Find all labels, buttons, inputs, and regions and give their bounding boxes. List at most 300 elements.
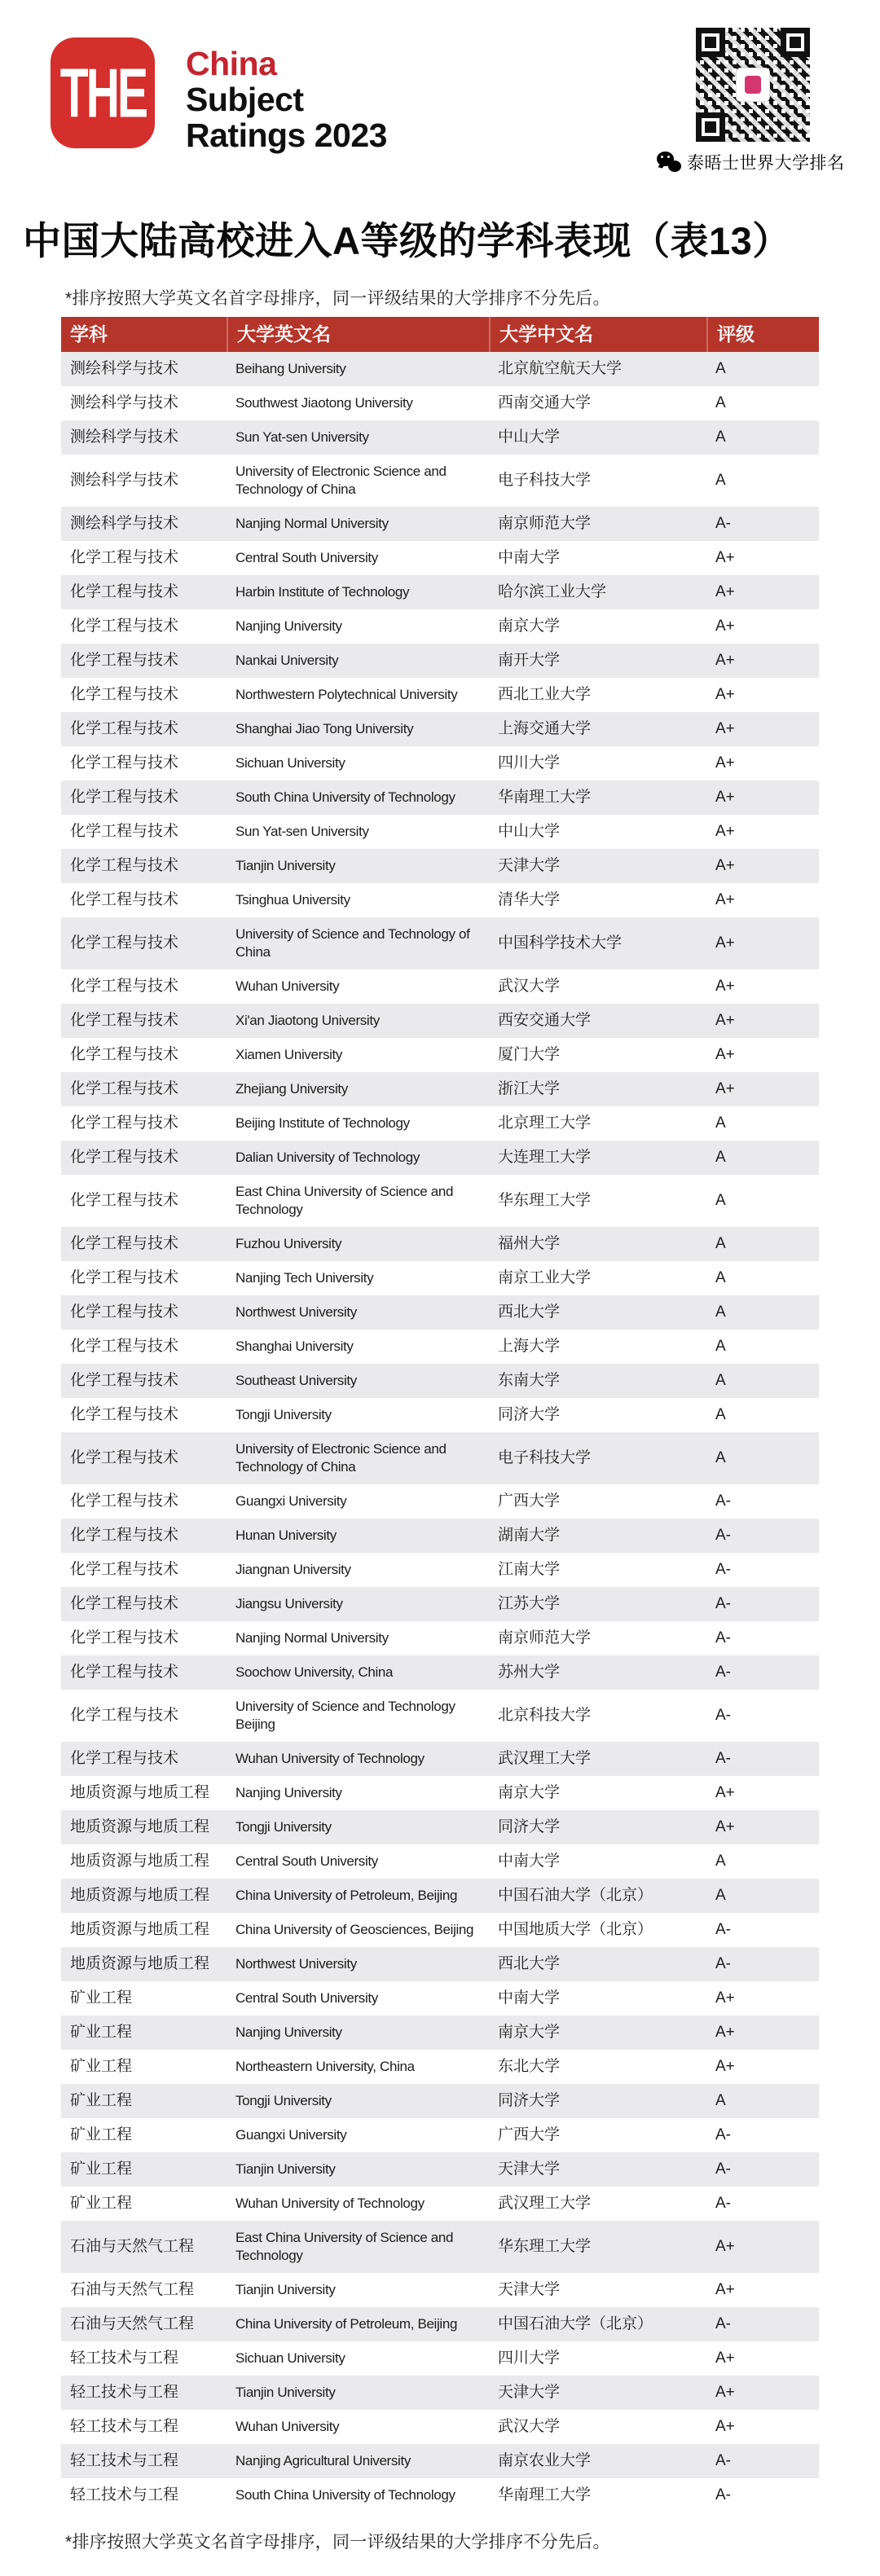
subject-cell: 化学工程与技术 [70, 1149, 179, 1166]
rating-cell: A- [715, 1750, 731, 1767]
subject-cell: 化学工程与技术 [70, 978, 179, 995]
subject-cell: 化学工程与技术 [70, 1114, 179, 1132]
university-zh-cell: 四川大学 [498, 2350, 561, 2367]
university-zh-cell: 西北大学 [498, 1955, 561, 1972]
university-en-cell: Southwest Jiaotong University [235, 395, 413, 411]
university-zh-cell: 华东理工大学 [498, 2238, 592, 2255]
subject-cell: 化学工程与技术 [70, 789, 179, 806]
university-en-cell: Sichuan University [235, 2350, 345, 2366]
rating-cell: A- [715, 1595, 731, 1612]
subject-cell: 化学工程与技术 [70, 857, 179, 874]
rating-cell: A- [715, 2452, 731, 2469]
rating-cell: A+ [715, 686, 735, 703]
subject-cell: 矿业工程 [70, 1989, 133, 2007]
ratings-table [61, 317, 819, 2512]
sort-note-bottom: *排序按照大学英文名首字母排序，同一评级结果的大学排序不分先后。 [65, 2533, 610, 2552]
university-en-cell: Shanghai University [235, 1339, 354, 1354]
university-en-cell: Central South University [235, 1853, 378, 1869]
subject-cell: 地质资源与地质工程 [70, 1921, 210, 1938]
subject-cell: 化学工程与技术 [70, 1235, 179, 1252]
university-zh-cell: 电子科技大学 [498, 472, 592, 489]
subject-cell: 矿业工程 [70, 2092, 133, 2109]
university-zh-cell: 湖南大学 [498, 1527, 561, 1544]
university-en-cell: University of Electronic Science and Technology of China [235, 1441, 447, 1475]
university-zh-cell: 江苏大学 [498, 1595, 561, 1612]
table-row [61, 2307, 819, 2341]
rating-cell: A+ [715, 857, 735, 874]
qr-code [693, 24, 813, 145]
table-row [61, 1364, 819, 1398]
university-en-cell: China University of Petroleum, Beijing [235, 1888, 458, 1903]
table-row [61, 2016, 819, 2050]
subject-cell: 化学工程与技术 [70, 1561, 179, 1578]
university-zh-cell: 西北工业大学 [498, 686, 592, 703]
university-en-cell: Northwest University [235, 1956, 357, 1972]
university-zh-cell: 同济大学 [498, 1406, 561, 1423]
table-row [61, 917, 819, 969]
university-zh-cell: 江南大学 [498, 1561, 561, 1578]
university-zh-cell: 天津大学 [498, 2161, 561, 2178]
university-en-cell: Harbin Institute of Technology [235, 584, 410, 600]
rating-cell: A- [715, 1707, 731, 1724]
university-en-cell: Northeastern University, China [235, 2059, 415, 2074]
table-row [61, 1913, 819, 1947]
subject-cell: 化学工程与技术 [70, 1406, 179, 1423]
university-en-cell: Nanjing Agricultural University [235, 2453, 411, 2468]
page-header [0, 0, 880, 205]
university-en-cell: Fuzhou University [235, 1236, 342, 1251]
rating-cell: A+ [715, 754, 735, 771]
university-en-cell: Southeast University [235, 1373, 357, 1388]
table-row [61, 1072, 819, 1106]
university-zh-cell: 西安交通大学 [498, 1012, 592, 1029]
qr-finder-icon [696, 28, 725, 57]
university-zh-cell: 中山大学 [498, 823, 561, 840]
university-en-cell: Sun Yat-sen University [235, 824, 369, 839]
rating-cell: A+ [715, 1012, 735, 1029]
column-header-university-zh: 大学中文名 [489, 317, 706, 352]
subject-cell: 化学工程与技术 [70, 1664, 179, 1681]
table-row [61, 1141, 819, 1175]
university-en-cell: Central South University [235, 550, 378, 565]
table-row [61, 1844, 819, 1879]
university-en-cell: South China University of Technology [235, 2487, 455, 2503]
university-en-cell: Hunan University [235, 1528, 337, 1543]
table-row [61, 2341, 819, 2376]
rating-cell: A+ [715, 1046, 735, 1063]
university-en-cell: Tianjin University [235, 2385, 336, 2400]
subject-cell: 测绘科学与技术 [70, 472, 179, 489]
subject-cell: 地质资源与地质工程 [70, 1784, 210, 1801]
university-en-cell: Northwestern Polytechnical University [235, 687, 458, 702]
university-zh-cell: 中南大学 [498, 1853, 561, 1870]
qr-caption [657, 150, 845, 174]
university-en-cell: Jiangsu University [235, 1596, 343, 1611]
table-row [61, 746, 819, 780]
table-row [61, 1038, 819, 1072]
subject-cell: 化学工程与技术 [70, 652, 179, 669]
the-mini-logo-icon [745, 76, 761, 94]
rating-cell: A- [715, 1921, 731, 1938]
subject-cell: 化学工程与技术 [70, 1338, 179, 1355]
table-row [61, 815, 819, 849]
table-row [61, 1004, 819, 1038]
rating-cell: A- [715, 2161, 731, 2178]
rating-cell: A+ [715, 1080, 735, 1097]
university-zh-cell: 北京科技大学 [498, 1707, 592, 1724]
university-zh-cell: 中国地质大学（北京） [498, 1921, 653, 1938]
university-en-cell: Beijing Institute of Technology [235, 1115, 410, 1131]
rating-cell: A- [715, 2315, 731, 2332]
university-en-cell: Beihang University [235, 361, 346, 376]
table-header-row [61, 317, 819, 352]
subject-cell: 矿业工程 [70, 2126, 133, 2143]
table-row [61, 2050, 819, 2084]
university-zh-cell: 中国科学技术大学 [498, 934, 623, 952]
subject-cell: 石油与天然气工程 [70, 2315, 195, 2332]
university-en-cell: Nanjing Normal University [235, 516, 389, 531]
rating-cell: A [715, 429, 726, 446]
university-zh-cell: 广西大学 [498, 1492, 561, 1510]
rating-cell: A [715, 1269, 726, 1286]
table-row [61, 2273, 819, 2307]
university-en-cell: China University of Petroleum, Beijing [235, 2316, 458, 2332]
university-en-cell: Tianjin University [235, 2282, 336, 2297]
university-zh-cell: 华南理工大学 [498, 789, 592, 806]
table-row [61, 455, 819, 507]
table-row [61, 1519, 819, 1553]
qr-center-logo [736, 68, 770, 102]
subject-cell: 化学工程与技术 [70, 934, 179, 952]
subject-cell: 矿业工程 [70, 2161, 133, 2178]
subject-cell: 化学工程与技术 [70, 891, 179, 908]
rating-cell: A+ [715, 720, 735, 737]
university-zh-cell: 福州大学 [498, 1235, 561, 1252]
university-zh-cell: 上海大学 [498, 1338, 561, 1355]
rating-cell: A [715, 1303, 726, 1321]
table-row [61, 1776, 819, 1810]
subject-cell: 地质资源与地质工程 [70, 1853, 210, 1870]
table-row [61, 507, 819, 541]
table-row [61, 883, 819, 917]
university-en-cell: Jiangnan University [235, 1562, 351, 1577]
qr-finder-icon [781, 28, 810, 57]
university-zh-cell: 西南交通大学 [498, 394, 592, 411]
table-row [61, 420, 819, 455]
rating-cell: A [715, 1887, 726, 1904]
table-row [61, 352, 819, 386]
rating-cell: A [715, 1114, 726, 1132]
rating-cell: A+ [715, 823, 735, 840]
table-row [61, 969, 819, 1004]
university-en-cell: Wuhan University of Technology [235, 2196, 425, 2211]
university-en-cell: Sun Yat-sen University [235, 429, 369, 445]
university-en-cell: University of Science and Technology of China [235, 926, 470, 960]
subject-cell: 化学工程与技术 [70, 1046, 179, 1063]
the-logo-text: THE [59, 54, 146, 132]
rating-cell: A- [715, 2195, 731, 2212]
rating-cell: A+ [715, 652, 735, 669]
university-en-cell: University of Electronic Science and Technology of China [235, 464, 447, 497]
subject-cell: 化学工程与技术 [70, 583, 179, 600]
university-zh-cell: 北京航空航天大学 [498, 360, 623, 377]
rating-cell: A+ [715, 934, 735, 952]
table-row [61, 2118, 819, 2152]
table-row [61, 1810, 819, 1844]
table-row [61, 849, 819, 883]
subject-cell: 石油与天然气工程 [70, 2238, 195, 2255]
university-zh-cell: 天津大学 [498, 857, 561, 874]
university-en-cell: Xi'an Jiaotong University [235, 1013, 380, 1028]
wechat-icon [657, 152, 681, 174]
university-en-cell: Nanjing University [235, 1785, 342, 1800]
table-row [61, 1742, 819, 1776]
rating-cell: A- [715, 1492, 731, 1510]
university-en-cell: Nankai University [235, 653, 339, 668]
university-en-cell: Nanjing University [235, 618, 342, 634]
rating-cell: A [715, 472, 726, 489]
university-zh-cell: 中南大学 [498, 549, 561, 566]
university-en-cell: Tongji University [235, 1407, 332, 1422]
rating-cell: A [715, 394, 726, 411]
rating-cell: A- [715, 2486, 731, 2503]
table-row [61, 1398, 819, 1432]
table-row [61, 1553, 819, 1587]
table-row [61, 1655, 819, 1690]
university-en-cell: Zhejiang University [235, 1081, 348, 1097]
rating-cell: A [715, 1449, 726, 1466]
subject-cell: 矿业工程 [70, 2195, 133, 2212]
university-zh-cell: 厦门大学 [498, 1046, 561, 1063]
table-row [61, 1295, 819, 1330]
rating-cell: A- [715, 515, 731, 532]
university-zh-cell: 南开大学 [498, 652, 561, 669]
university-en-cell: Sichuan University [235, 755, 345, 771]
rating-cell: A- [715, 1955, 731, 1972]
university-en-cell: Shanghai Jiao Tong University [235, 721, 414, 736]
table-row [61, 2221, 819, 2273]
university-zh-cell: 南京农业大学 [498, 2452, 592, 2469]
university-zh-cell: 上海交通大学 [498, 720, 592, 737]
subject-cell: 地质资源与地质工程 [70, 1955, 210, 1972]
university-en-cell: University of Science and Technology Beijing [235, 1699, 455, 1732]
subject-cell: 化学工程与技术 [70, 1192, 179, 1209]
subject-cell: 测绘科学与技术 [70, 360, 179, 377]
university-zh-cell: 苏州大学 [498, 1664, 561, 1681]
university-zh-cell: 东南大学 [498, 1372, 561, 1389]
university-zh-cell: 南京工业大学 [498, 1269, 592, 1286]
subject-cell: 化学工程与技术 [70, 1629, 179, 1646]
subject-cell: 化学工程与技术 [70, 1527, 179, 1544]
rating-cell: A- [715, 1664, 731, 1681]
university-zh-cell: 天津大学 [498, 2384, 561, 2401]
university-zh-cell: 武汉大学 [498, 2418, 561, 2435]
rating-cell: A- [715, 2126, 731, 2143]
table-row [61, 609, 819, 644]
university-en-cell: Dalian University of Technology [235, 1150, 420, 1165]
rating-cell: A+ [715, 583, 735, 600]
rating-cell: A+ [715, 1989, 735, 2007]
table-row [61, 678, 819, 712]
university-en-cell: Soochow University, China [235, 1664, 394, 1680]
table-row [61, 1947, 819, 1981]
brand-line-china: China [186, 45, 277, 82]
university-en-cell: Tongji University [235, 1819, 332, 1835]
university-en-cell: East China University of Science and Technology [235, 2230, 454, 2263]
table-row [61, 2478, 819, 2512]
subject-cell: 化学工程与技术 [70, 720, 179, 737]
qr-finder-icon [696, 112, 725, 142]
rating-cell: A+ [715, 789, 735, 806]
subject-cell: 化学工程与技术 [70, 1492, 179, 1510]
table-body [61, 352, 819, 2512]
university-en-cell: Tianjin University [235, 858, 336, 873]
table-row [61, 780, 819, 815]
subject-cell: 测绘科学与技术 [70, 515, 179, 532]
column-header-subject: 学科 [70, 323, 108, 345]
table-row [61, 712, 819, 746]
university-zh-cell: 中山大学 [498, 429, 561, 446]
rating-cell: A+ [715, 618, 735, 635]
rating-cell: A+ [715, 549, 735, 566]
university-en-cell: China University of Geosciences, Beijing [235, 1922, 474, 1937]
rating-cell: A+ [715, 1784, 735, 1801]
subject-cell: 化学工程与技术 [70, 618, 179, 635]
table-row [61, 575, 819, 609]
university-zh-cell: 中南大学 [498, 1989, 561, 2007]
rating-cell: A+ [715, 2024, 735, 2041]
subject-cell: 轻工技术与工程 [70, 2486, 179, 2503]
table-row [61, 1690, 819, 1742]
table-row [61, 2376, 819, 2410]
the-logo [51, 37, 155, 148]
table-row [61, 1621, 819, 1655]
subject-cell: 化学工程与技术 [70, 823, 179, 840]
rating-cell: A- [715, 1527, 731, 1544]
brand-line-ratings: Ratings 2023 [186, 116, 387, 154]
rating-cell: A [715, 360, 726, 377]
university-zh-cell: 中国石油大学（北京） [498, 1887, 653, 1904]
rating-cell: A [715, 1853, 726, 1870]
university-zh-cell: 武汉理工大学 [498, 1750, 592, 1767]
subject-cell: 化学工程与技术 [70, 1449, 179, 1466]
table-row [61, 2084, 819, 2118]
rating-cell: A [715, 1338, 726, 1355]
subject-cell: 轻工技术与工程 [70, 2418, 179, 2435]
subject-cell: 化学工程与技术 [70, 1012, 179, 1029]
table-row [61, 1432, 819, 1484]
page-title: 中国大陆高校进入A等级的学科表现（表13） [23, 219, 791, 262]
rating-cell: A [715, 2092, 726, 2109]
university-en-cell: Tongji University [235, 2093, 332, 2108]
university-zh-cell: 中国石油大学（北京） [498, 2315, 653, 2332]
subject-cell: 石油与天然气工程 [70, 2281, 195, 2298]
university-zh-cell: 浙江大学 [498, 1080, 561, 1097]
university-zh-cell: 华南理工大学 [498, 2486, 592, 2503]
rating-cell: A [715, 1372, 726, 1389]
rating-cell: A+ [715, 891, 735, 908]
university-en-cell: Nanjing Normal University [235, 1630, 389, 1646]
rating-cell: A [715, 1406, 726, 1423]
table-row [61, 644, 819, 678]
university-en-cell: Northwest University [235, 1304, 357, 1320]
university-en-cell: South China University of Technology [235, 789, 455, 805]
rating-cell: A [715, 1235, 726, 1252]
university-en-cell: Nanjing University [235, 2024, 342, 2040]
sort-note-top: *排序按照大学英文名首字母排序，同一评级结果的大学排序不分先后。 [65, 289, 610, 308]
table-row [61, 541, 819, 575]
subject-cell: 化学工程与技术 [70, 1303, 179, 1321]
subject-cell: 化学工程与技术 [70, 1080, 179, 1097]
university-en-cell: Xiamen University [235, 1047, 343, 1062]
qr-caption-text: 泰晤士世界大学排名 [687, 154, 845, 173]
university-zh-cell: 天津大学 [498, 2281, 561, 2298]
subject-cell: 轻工技术与工程 [70, 2384, 179, 2401]
subject-cell: 矿业工程 [70, 2024, 133, 2041]
university-zh-cell: 南京师范大学 [498, 1629, 592, 1646]
rating-cell: A+ [715, 1818, 735, 1835]
rating-cell: A+ [715, 978, 735, 995]
subject-cell: 化学工程与技术 [70, 1707, 179, 1724]
university-zh-cell: 大连理工大学 [498, 1149, 592, 1166]
university-en-cell: Guangxi University [235, 1493, 347, 1509]
university-zh-cell: 南京大学 [498, 2024, 561, 2041]
subject-cell: 轻工技术与工程 [70, 2452, 179, 2469]
table-row [61, 2410, 819, 2444]
table-row [61, 1484, 819, 1519]
university-en-cell: Tsinghua University [235, 892, 350, 908]
university-zh-cell: 哈尔滨工业大学 [498, 583, 607, 600]
brand-text [186, 46, 387, 153]
subject-cell: 化学工程与技术 [70, 1595, 179, 1612]
rating-cell: A [715, 1149, 726, 1166]
subject-cell: 地质资源与地质工程 [70, 1887, 210, 1904]
rating-cell: A+ [715, 2238, 735, 2255]
subject-cell: 化学工程与技术 [70, 1269, 179, 1286]
university-zh-cell: 清华大学 [498, 891, 561, 908]
column-header-university-en: 大学英文名 [227, 317, 489, 352]
subject-cell: 化学工程与技术 [70, 549, 179, 566]
university-en-cell: Wuhan University of Technology [235, 1751, 425, 1766]
table-row [61, 1175, 819, 1227]
table-row [61, 1879, 819, 1913]
table-row [61, 386, 819, 420]
university-zh-cell: 华东理工大学 [498, 1192, 592, 1209]
subject-cell: 化学工程与技术 [70, 1372, 179, 1389]
university-zh-cell: 同济大学 [498, 2092, 561, 2109]
university-en-cell: Wuhan University [235, 2419, 340, 2434]
column-header-rating: 评级 [706, 317, 819, 352]
university-zh-cell: 南京大学 [498, 618, 561, 635]
subject-cell: 地质资源与地质工程 [70, 1818, 210, 1835]
university-zh-cell: 东北大学 [498, 2058, 561, 2075]
university-zh-cell: 北京理工大学 [498, 1114, 592, 1132]
university-zh-cell: 电子科技大学 [498, 1449, 592, 1466]
brand-line-subject: Subject [186, 81, 304, 118]
university-zh-cell: 西北大学 [498, 1303, 561, 1321]
university-en-cell: East China University of Science and Technology [235, 1184, 454, 1217]
rating-cell: A- [715, 1629, 731, 1646]
rating-cell: A+ [715, 2281, 735, 2298]
table-row [61, 1981, 819, 2016]
university-zh-cell: 武汉大学 [498, 978, 561, 995]
university-zh-cell: 同济大学 [498, 1818, 561, 1835]
table-row [61, 2444, 819, 2478]
rating-cell: A+ [715, 2058, 735, 2075]
subject-cell: 测绘科学与技术 [70, 429, 179, 446]
subject-cell: 化学工程与技术 [70, 686, 179, 703]
university-en-cell: Guangxi University [235, 2127, 347, 2143]
